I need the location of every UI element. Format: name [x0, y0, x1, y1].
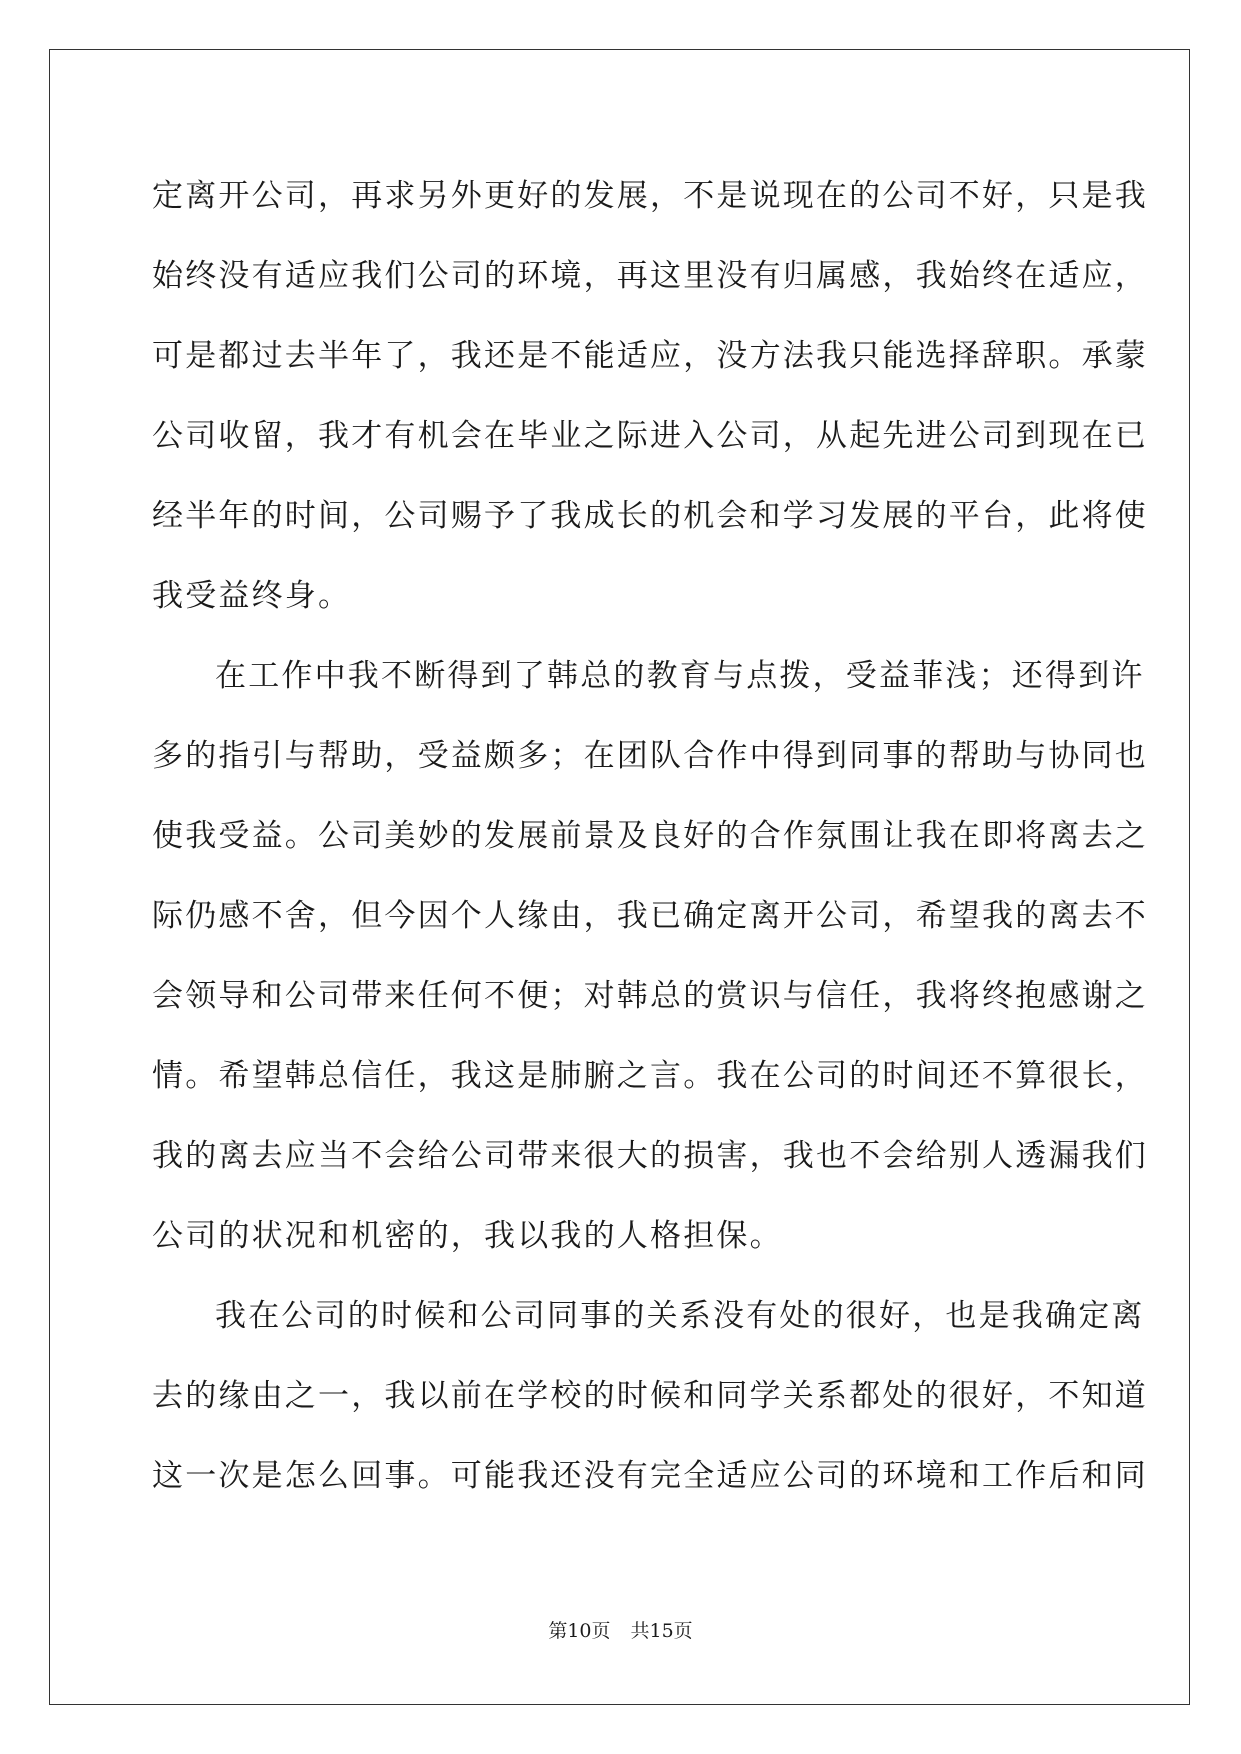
text-line: 使我受益。公司美妙的发展前景及良好的合作氛围让我在即将离去之 — [152, 818, 1148, 854]
text-line: 我在公司的时候和公司同事的关系没有处的很好，也是我确定离 — [215, 1298, 1145, 1334]
text-line: 我的离去应当不会给公司带来很大的损害，我也不会给别人透漏我们 — [152, 1138, 1148, 1174]
text-line: 可是都过去半年了，我还是不能适应，没方法我只能选择辞职。承蒙 — [152, 338, 1148, 374]
text-line: 始终没有适应我们公司的环境，再这里没有归属感，我始终在适应， — [152, 258, 1148, 294]
text-line: 去的缘由之一，我以前在学校的时候和同学关系都处的很好，不知道 — [152, 1378, 1148, 1414]
text-line: 在工作中我不断得到了韩总的教育与点拨，受益菲浅；还得到许 — [215, 658, 1145, 694]
text-line: 我受益终身。 — [152, 578, 352, 614]
text-line: 定离开公司，再求另外更好的发展，不是说现在的公司不好，只是我 — [152, 178, 1148, 214]
page-footer — [0, 1616, 1241, 1643]
total-pages-label: 共15页 — [630, 1620, 693, 1642]
text-line: 会领导和公司带来任何不便；对韩总的赏识与信任，我将终抱感谢之 — [152, 978, 1148, 1014]
document-body — [152, 156, 1148, 1516]
text-line: 际仍感不舍，但今因个人缘由，我已确定离开公司，希望我的离去不 — [152, 898, 1148, 934]
current-page-label: 第10页 — [548, 1620, 611, 1642]
text-line: 公司的状况和机密的，我以我的人格担保。 — [152, 1218, 783, 1254]
text-line: 公司收留，我才有机会在毕业之际进入公司，从起先进公司到现在已 — [152, 418, 1148, 454]
text-line: 这一次是怎么回事。可能我还没有完全适应公司的环境和工作后和同 — [152, 1458, 1148, 1494]
text-line: 经半年的时间，公司赐予了我成长的机会和学习发展的平台，此将使 — [152, 498, 1148, 534]
text-line: 情。希望韩总信任，我这是肺腑之言。我在公司的时间还不算很长， — [152, 1058, 1148, 1094]
text-line: 多的指引与帮助，受益颇多；在团队合作中得到同事的帮助与协同也 — [152, 738, 1148, 774]
